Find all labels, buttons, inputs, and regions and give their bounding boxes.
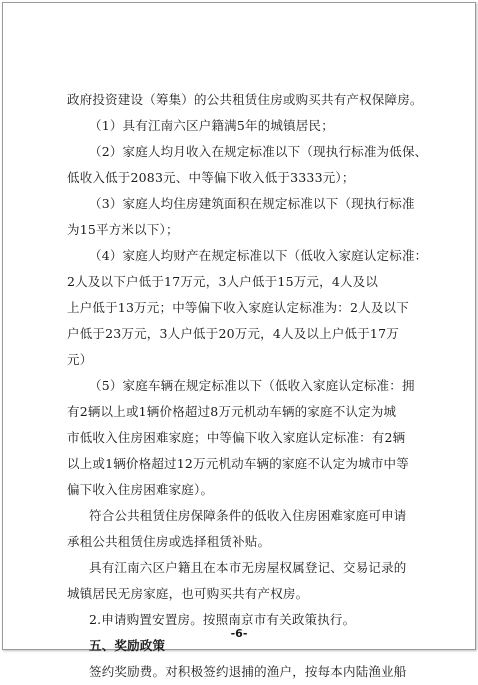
text-line: 有2辆以上或1辆价格超过8万元机动车辆的家庭不认定为城 [67,404,397,419]
text-line: 2.申请购置安置房。按照南京市有关政策执行。 [89,612,356,627]
text-line: 符合公共租赁住房保障条件的低收入住房困难家庭可申请 [89,508,407,523]
text-line: 政府投资建设（筹集）的公共租赁住房或购买共有产权保障房。 [67,92,423,107]
text-line: 签约奖励费。对积极签约退捕的渔户，按每本内陆渔业船 [89,664,407,679]
page-number: -6- [230,627,248,640]
text-line: 2人及以下户低于17万元，3人户低于15万元，4人及以 [67,274,379,289]
text-line: 以上或1辆价格超过12万元机动车辆的家庭不认定为城市中等 [67,456,409,471]
text-line: （1）具有江南六区户籍满5年的城镇居民； [89,118,334,133]
section-heading: 五、奖励政策 [89,638,166,653]
text-line: 上户低于13万元；中等偏下收入家庭认定标准为：2人及以下 [67,300,409,315]
text-line: 具有江南六区户籍且在本市无房屋权属登记、交易记录的 [89,560,407,575]
text-line: 户低于23万元，3人户低于20万元，4人及以上户低于17万 [67,326,399,341]
text-line: （3）家庭人均住房建筑面积在规定标准以下（现执行标准 [89,196,415,211]
document-page [2,2,476,679]
text-line: （2）家庭人均月收入在规定标准以下（现执行标准为低保、 [89,144,428,159]
document-body [67,87,428,685]
text-line: 城镇居民无房家庭，也可购买共有产权房。 [67,586,309,601]
text-line: 低收入低于2083元、中等偏下收入低于3333元）； [67,170,355,185]
text-line: （5）家庭车辆在规定标准以下（低收入家庭认定标准：拥 [89,378,415,393]
text-line: 承租公共租赁住房或选择租赁补贴。 [67,534,271,549]
text-line: 元） [67,352,93,367]
text-line: 为15平方米以下）； [67,222,179,237]
text-line: 偏下收入住房困难家庭）。 [67,482,214,497]
text-line: 市低收入住房困难家庭；中等偏下收入家庭认定标准：有2辆 [67,430,406,445]
text-line: （4）家庭人均财产在规定标准以下（低收入家庭认定标准： [89,248,428,263]
